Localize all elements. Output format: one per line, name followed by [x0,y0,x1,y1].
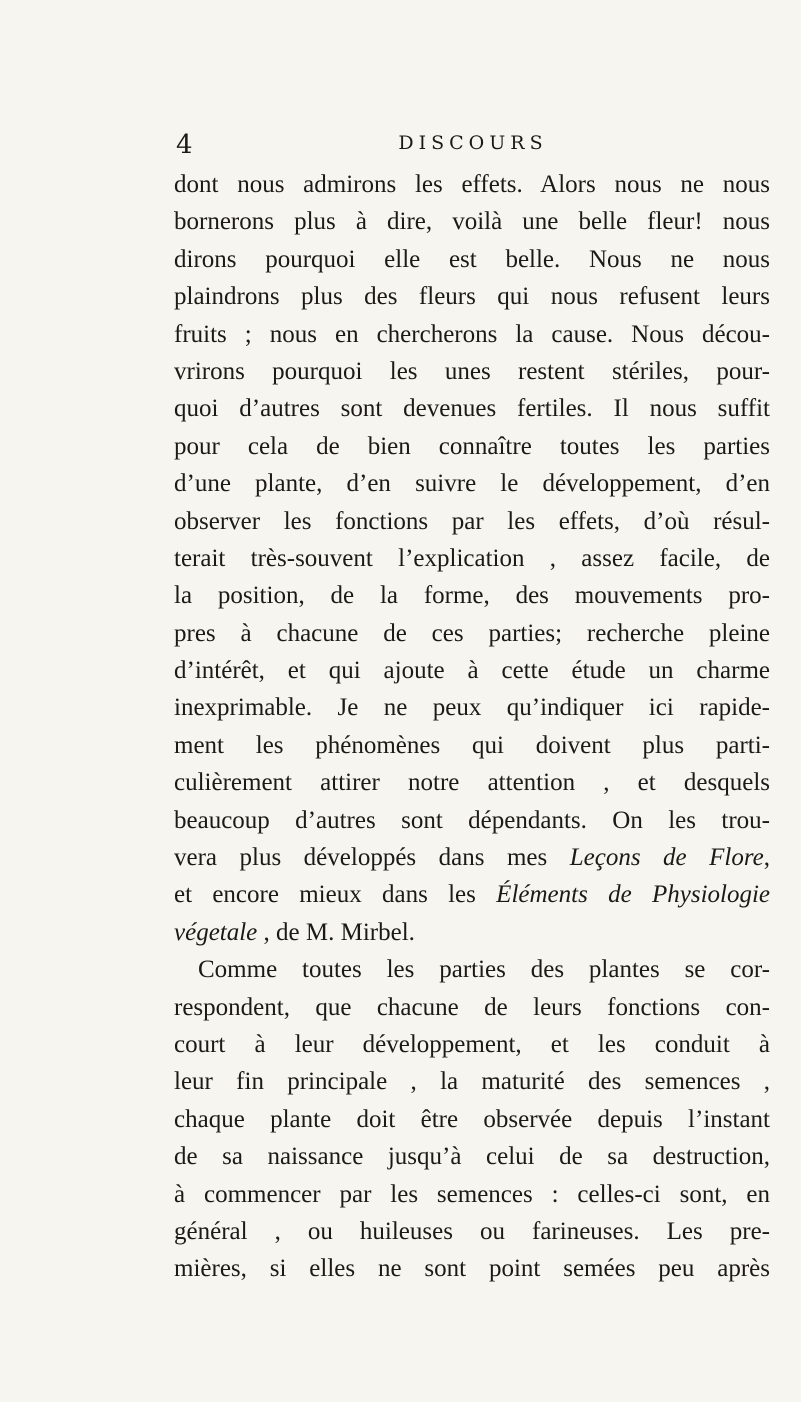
text-line: d’intérêt, et qui ajoute à cette étude un charme [174,657,770,685]
text-line: terait très-souvent l’explication , assez facile, de [174,544,770,572]
text-line: pour cela de bien connaître toutes les parties [174,432,770,460]
text-line: d’une plante, d’en suivre le développement, d’en [174,470,770,498]
book-title-lecons-de-flore: Leçons de Flore [569,844,764,872]
text-line: culièrement attirer notre attention , et desquels [174,769,770,797]
text-run: vera plus développés dans mes [174,844,570,872]
text-line: observer les fonctions par les effets, d’où résul- [174,507,770,535]
text-line: beaucoup d’autres sont dépendants. On les trou- [174,806,770,834]
text-line: de sa naissance jusqu’à celui de sa destruction, [174,1143,770,1171]
text-line [174,839,770,876]
text-line: bornerons plus à dire, voilà une belle fleur! nous [174,208,770,236]
text-line: mières, si elles ne sont point semées peu après [174,1255,770,1283]
page-number: 4 [176,130,193,160]
text-run: , [763,844,770,872]
book-title-vegetale: végetale [174,918,258,946]
text-line: pres à chacune de ces parties; recherche pleine [174,619,770,647]
text-line: chaque plante doit être observée depuis l’instant [174,1105,770,1133]
text-line: plaindrons plus des fleurs qui nous refusent leurs [174,283,770,311]
text-line: leur fin principale , la maturité des semences , [174,1068,770,1096]
text-line: à commencer par les semences : celles-ci sont, en [174,1180,770,1208]
text-line: vrirons pourquoi les unes restent stériles, pour- [174,357,770,385]
text-line: respondent, que chacune de leurs fonctions con- [174,993,770,1021]
text-line: général , ou huileuses ou farineuses. Les pre- [174,1217,770,1245]
body-text [174,166,770,1288]
text-line: inexprimable. Je ne peux qu’indiquer ici rapide- [174,694,770,722]
text-line [174,876,770,913]
text-line: dont nous admirons les effets. Alors nous ne nous [174,171,770,198]
text-line: fruits ; nous en chercherons la cause. Nous décou- [174,320,770,348]
book-title-elements-physiologie: Éléments de Physiologie [496,881,771,909]
text-line: Comme toutes les parties des plantes se cor- [198,956,770,984]
text-line: court à leur développement, et les conduit à [174,1030,770,1058]
text-line: la position, de la forme, des mouvements pro- [174,582,770,610]
running-head [168,128,778,162]
text-line: ment les phénomènes qui doivent plus parti- [174,731,770,759]
text-line: quoi d’autres sont devenues fertiles. Il nous suffit [174,395,770,423]
text-line [174,914,770,951]
text-run: , de M. Mirbel. [257,918,415,946]
text-line: dirons pourquoi elle est belle. Nous ne nous [174,245,770,273]
text-run: et encore mieux dans les [174,881,497,909]
running-title: DISCOURS [398,132,548,154]
